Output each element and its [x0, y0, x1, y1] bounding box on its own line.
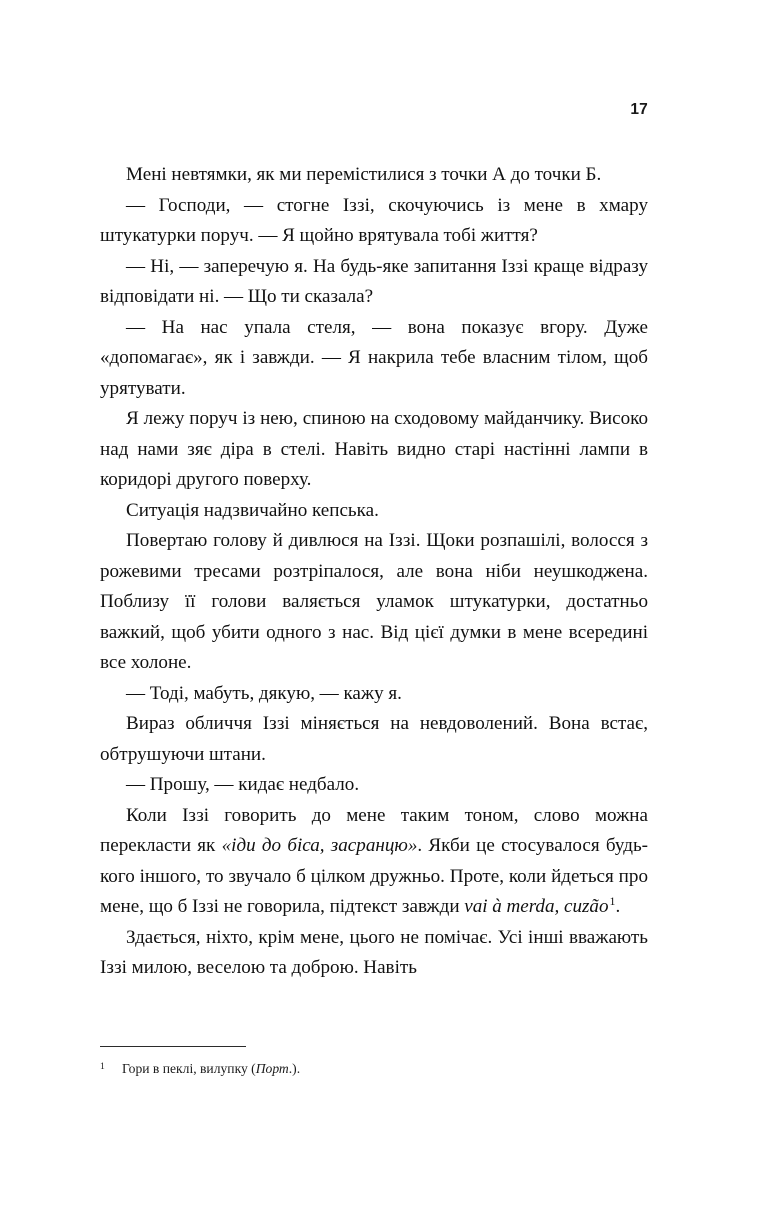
footnote-item	[100, 1059, 648, 1078]
paragraph: Я лежу поруч із нею, спиною на сходовому майданчику. Високо над нами зяє діра в стелі. Навіть видно старі настінні лампи в коридорі другого поверху.	[100, 408, 648, 490]
paragraph: Здається, ніхто, крім мене, цього не помічає. Усі інші вважають Іззі милою, веселою та доброю. Навіть	[100, 926, 648, 978]
main-text-column	[100, 160, 648, 984]
italic-run: vai à merda, cuzão	[464, 896, 609, 917]
folio-area	[100, 100, 648, 128]
paragraph: Ситуація надзвичайно кепська.	[126, 499, 379, 521]
paragraph: — Тоді, мабуть, дякую, — кажу я.	[126, 682, 402, 704]
text-run: .).	[288, 1061, 301, 1076]
text-run: .	[615, 896, 621, 917]
footnote-separator-rule	[100, 1046, 246, 1047]
italic-run: Порт	[255, 1061, 289, 1076]
paragraph: Мені невтямки, як ми перемістилися з точки А до точки Б.	[126, 164, 602, 185]
text-run: . Якби це стосувалося будь-кого іншого, то звучало б цілком дружньо. Проте, коли йдеться про мене, що б Іззі не говорила, підтекст завжди	[100, 835, 649, 917]
paragraph: Повертаю голову й дивлюся на Іззі. Щоки розпашілі, волосся з рожевими тресами розтріпалося, але вона ніби неушкоджена. Поблизу її голови валяється уламок штукатурки, достатньо важкий, щоб убити одного з нас. Від цієї думки в мене всередині все холоне.	[100, 530, 648, 673]
text-run: Коли Іззі говорить до мене таким тоном, слово можна перекласти як	[100, 804, 648, 856]
italic-run: «іди до біса, засранцю»	[221, 835, 418, 856]
footnote-reference[interactable]: 1	[609, 893, 616, 908]
footnote-text	[122, 1061, 300, 1076]
paragraph: — Прошу, — кидає недбало.	[126, 774, 360, 795]
paragraph: — На нас упала стеля, — вона показує вгору. Дуже «допомагає», як і завжди. — Я накрила тебе власним тілом, щоб урятувати.	[100, 316, 648, 399]
paragraph: — Господи, — стогне Іззі, скочуючись із мене в хмару штукатурки поруч. — Я щойно врятувала тобі життя?	[100, 194, 648, 246]
footnote-marker: 1	[100, 1061, 105, 1072]
page-number: 17	[630, 101, 648, 118]
paragraph: Вираз обличчя Іззі міняється на невдоволений. Вона встає, обтрушуючи штани.	[100, 713, 648, 765]
paragraph: — Ні, — заперечую я. На будь-яке запитання Іззі краще відразу відповідати ні. — Що ти сказала?	[100, 255, 648, 307]
text-run: Гори в пеклі, вилупку (	[122, 1061, 256, 1076]
paragraph-with-italics	[100, 801, 648, 923]
footnote-zone	[100, 1046, 648, 1078]
